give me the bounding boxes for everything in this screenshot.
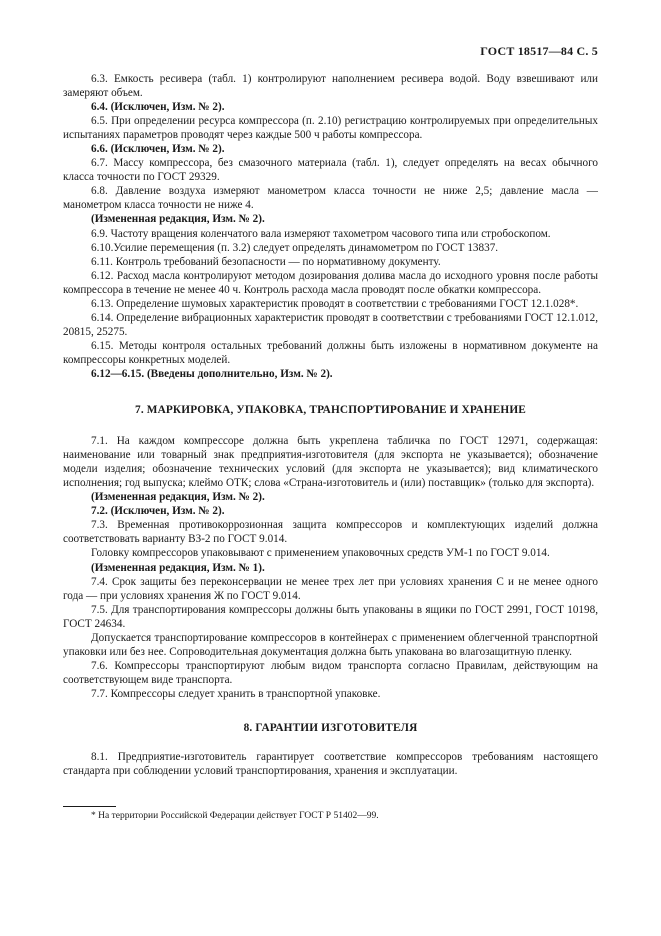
paragraph: 6.10.Усилие перемещения (п. 3.2) следует определять динамометром по ГОСТ 13837. [91,241,499,254]
section-8-paragraphs [63,750,598,778]
paragraph: 6.14. Определение вибрационных характеристик проводят в соответствии с требованиями ГОСТ 12.1.012, 20815, 25275. [63,311,598,338]
section-7-heading: 7. МАРКИРОВКА, УПАКОВКА, ТРАНСПОРТИРОВАНИЕ И ХРАНЕНИЕ [135,404,526,417]
paragraph: 6.15. Методы контроля остальных требований должны быть изложены в нормативном документе на компрессоры конкретных моделей. [63,339,598,366]
paragraph: 6.3. Емкость ресивера (табл. 1) контролируют наполнением ресивера водой. Воду взвешивают или замеряют объем. [63,73,598,100]
paragraph: 7.4. Срок защиты без переконсервации не менее трех лет при условиях хранения С и не менее одного года — при условиях хранения Ж по ГОСТ 9.014. [63,575,598,602]
paragraph: 6.9. Частоту вращения коленчатого вала измеряют тахометром часового типа или стробоскопом. [91,227,551,240]
paragraph: 6.8. Давление воздуха измеряют манометром класса точности не ниже 2,5; давление масла — манометром класса точности не ниже 4. [63,185,598,212]
paragraph: 6.7. Массу компрессора, без смазочного материала (табл. 1), следует определять на весах обычного класса точности по ГОСТ 29329. [63,157,598,184]
section-6-paragraphs [63,72,598,381]
paragraph: 7.5. Для транспортирования компрессоры должны быть упакованы в ящики по ГОСТ 2991, ГОСТ 10198, ГОСТ 24634. [63,603,598,630]
paragraph: 6.6. (Исключен, Изм. № 2). [91,143,225,156]
paragraph: 7.3. Временная противокоррозионная защита компрессоров и комплектующих изделий должна соответствовать варианту ВЗ-2 по ГОСТ 9.014. [63,519,598,546]
paragraph: 7.2. (Исключен, Изм. № 2). [91,505,225,518]
paragraph: (Измененная редакция, Изм. № 1). [91,561,265,574]
paragraph: 7.6. Компрессоры транспортируют любым видом транспорта согласно Правилам, действующим на соответствующем виде транспорта. [63,659,598,686]
paragraph: 6.13. Определение шумовых характеристик проводят в соответствии с требованиями ГОСТ 12.1.028*. [91,297,579,310]
paragraph: 6.4. (Исключен, Изм. № 2). [91,101,225,114]
paragraph: 7.7. Компрессоры следует хранить в транспортной упаковке. [91,687,381,700]
paragraph: Головку компрессоров упаковывают с применением упаковочных средств УМ-1 по ГОСТ 9.014. [91,547,550,560]
footnote: * На территории Российской Федерации действует ГОСТ Р 51402—99. [91,811,379,821]
paragraph: (Измененная редакция, Изм. № 2). [91,213,265,226]
paragraph: (Измененная редакция, Изм. № 2). [91,491,265,504]
paragraph: 6.11. Контроль требований безопасности — по нормативному документу. [91,255,441,268]
section-7-paragraphs [63,434,598,701]
paragraph: 7.1. На каждом компрессоре должна быть укреплена табличка по ГОСТ 12971, содержащая: наименование или товарный знак предприятия-изготовителя (для экспорта не указывается); обозначение модели изделия; обозначение технических условий (для экспорта не указывается); вид климатического исполнения; год выпуска; клеймо ОТК; слова «Страна-изготовитель и (или) поставщик» (только для экспорта). [63,435,598,490]
footnote-divider [63,806,116,807]
paragraph: 6.12—6.15. (Введены дополнительно, Изм. № 2). [91,367,333,380]
paragraph: Допускается транспортирование компрессоров в контейнерах с применением облегченной транспортной упаковки или без нее. Сопроводительная документация должна быть упакована во влагозащитную пленку. [63,631,598,658]
document-body [63,72,598,778]
page-header: ГОСТ 18517—84 С. 5 [480,44,598,58]
paragraph: 6.12. Расход масла контролируют методом дозирования долива масла до исходного уровня после работы компрессора в течение не менее 40 ч. Контроль расхода масла проводят после обкатки компрессора. [63,269,598,296]
paragraph: 6.5. При определении ресурса компрессора (п. 2.10) регистрацию контролируемых при определительных испытаниях параметров проводят через каждые 500 ч работы компрессора. [63,115,598,142]
paragraph: 8.1. Предприятие-изготовитель гарантирует соответствие компрессоров требованиям настоящего стандарта при соблюдении условий транспортирования, хранения и эксплуатации. [63,751,598,778]
section-8-heading: 8. ГАРАНТИИ ИЗГОТОВИТЕЛЯ [243,721,418,734]
